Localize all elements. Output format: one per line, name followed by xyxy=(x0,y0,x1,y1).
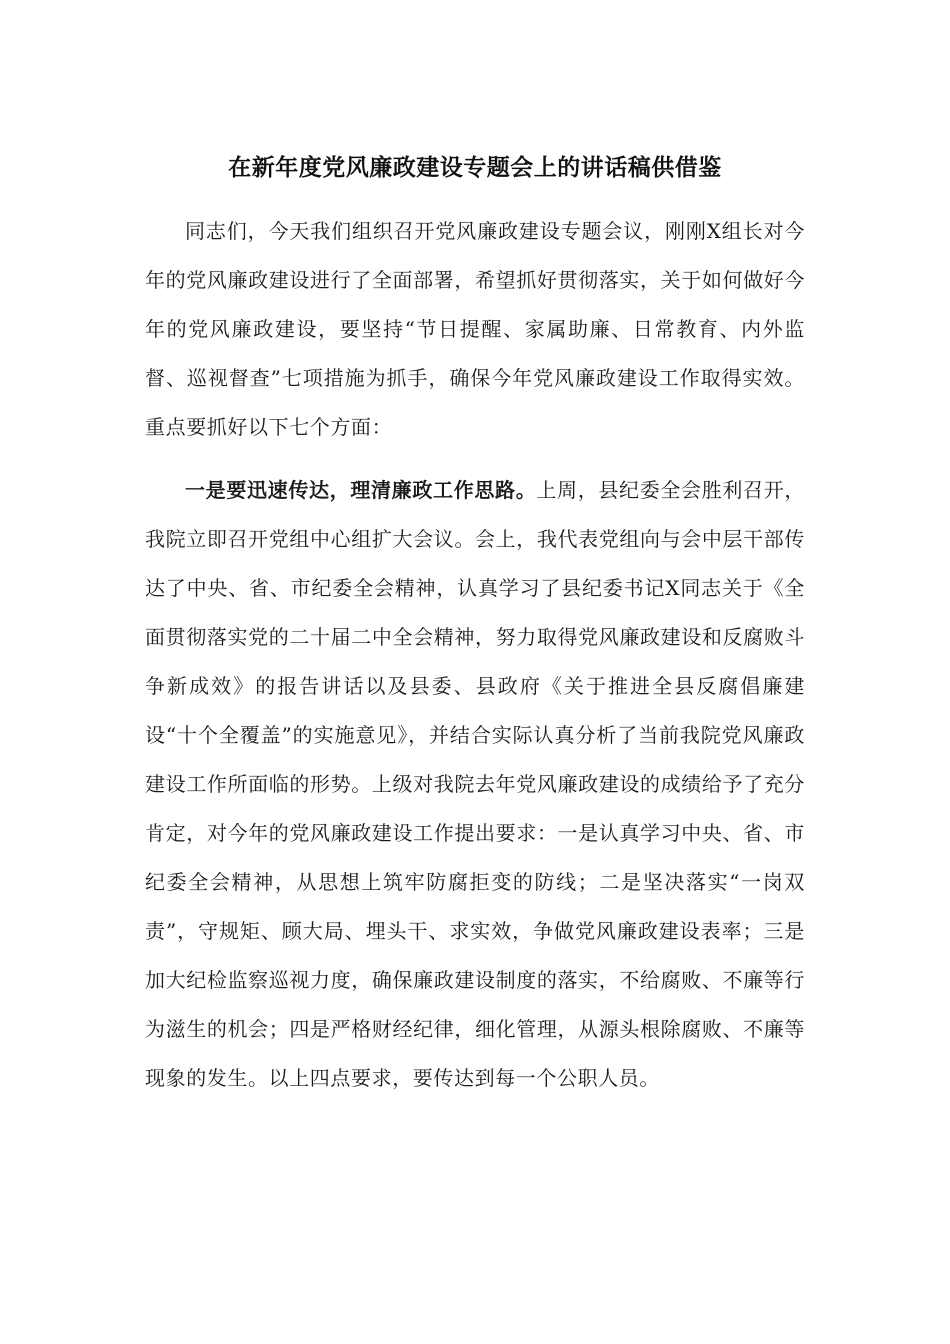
document-body xyxy=(145,207,805,1103)
document-title: 在新年度党风廉政建设专题会上的讲话稿供借鉴 xyxy=(228,155,722,181)
paragraph-intro xyxy=(145,207,805,452)
paragraph-point-one xyxy=(145,466,805,1103)
paragraph-point-one-lead: 一是要迅速传达，理清廉政工作思路。 xyxy=(185,478,537,502)
paragraph-point-one-text: 上周，县纪委全会胜利召开，我院立即召开党组中心组扩大会议。会上，我代表党组向与会中层干部传达了中央、省、市纪委全会精神，认真学习了县纪委书记X同志关于《全面贯彻落实党的二十届二中全会精神，努力取得党风廉政建设和反腐败斗争新成效》的报告讲话以及县委、县政府《关于推进全县反腐倡廉建设“十个全覆盖”的实施意见》，并结合实际认真分析了当前我院党风廉政建设工作所面临的形势。上级对我院去年党风廉政建设的成绩给予了充分肯定，对今年的党风廉政建设工作提出要求：一是认真学习中央、省、市纪委全会精神，从思想上筑牢防腐拒变的防线；二是坚决落实“一岗双责”，守规矩、顾大局、埋头干、求实效，争做党风廉政建设表率；三是加大纪检监察巡视力度，确保廉政建设制度的落实，不给腐败、不廉等行为滋生的机会；四是严格财经纪律，细化管理，从源头根除腐败、不廉等现象的发生。以上四点要求，要传达到每一个公职人员。 xyxy=(145,478,805,1090)
paragraph-intro-text: 同志们，今天我们组织召开党风廉政建设专题会议，刚刚X组长对今年的党风廉政建设进行了全面部署，希望抓好贯彻落实，关于如何做好今年的党风廉政建设，要坚持“节日提醒、家属助廉、日常教育、内外监督、巡视督查”七项措施为抓手，确保今年党风廉政建设工作取得实效。重点要抓好以下七个方面： xyxy=(145,219,805,439)
